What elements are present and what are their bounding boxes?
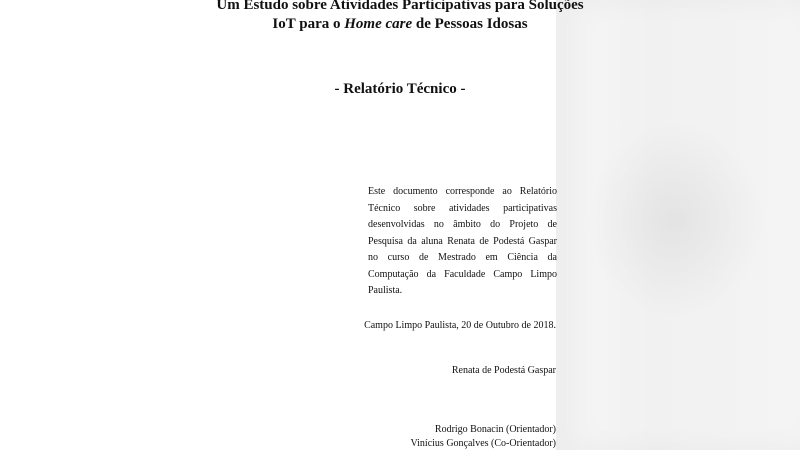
advisor-name: Rodrigo Bonacin (Orientador) <box>434 424 556 435</box>
author-name: Renata de Podestá Gaspar <box>451 365 556 376</box>
place-date: Campo Limpo Paulista, 20 de Outubro de 2018. <box>364 320 556 331</box>
coadvisor-name: Vinícius Gonçalves (Co-Orientador) <box>410 438 556 449</box>
title-line-2-prefix: IoT para o <box>272 16 345 32</box>
abstract-text: Este documento corresponde ao Relatório Técnico sobre atividades participativas desenvolvidas no âmbito do Projeto de Pesquisa da aluna Renata de Podestá Gaspar no curso de Mestrado em Ciência da Computação da Faculdade Campo Limpo Paulista. <box>368 186 557 296</box>
title-line-2-italic: Home care <box>344 16 413 32</box>
abstract-block <box>368 184 557 300</box>
title-line-1: Um Estudo sobre Atividades Participativas para Soluções <box>216 0 584 13</box>
title-line-2-suffix: de Pessoas Idosas <box>412 16 528 32</box>
title-line-2 <box>200 15 600 34</box>
document-title <box>200 0 600 34</box>
blurred-side-panel <box>556 0 800 450</box>
document-subtitle: - Relatório Técnico - <box>334 81 466 97</box>
